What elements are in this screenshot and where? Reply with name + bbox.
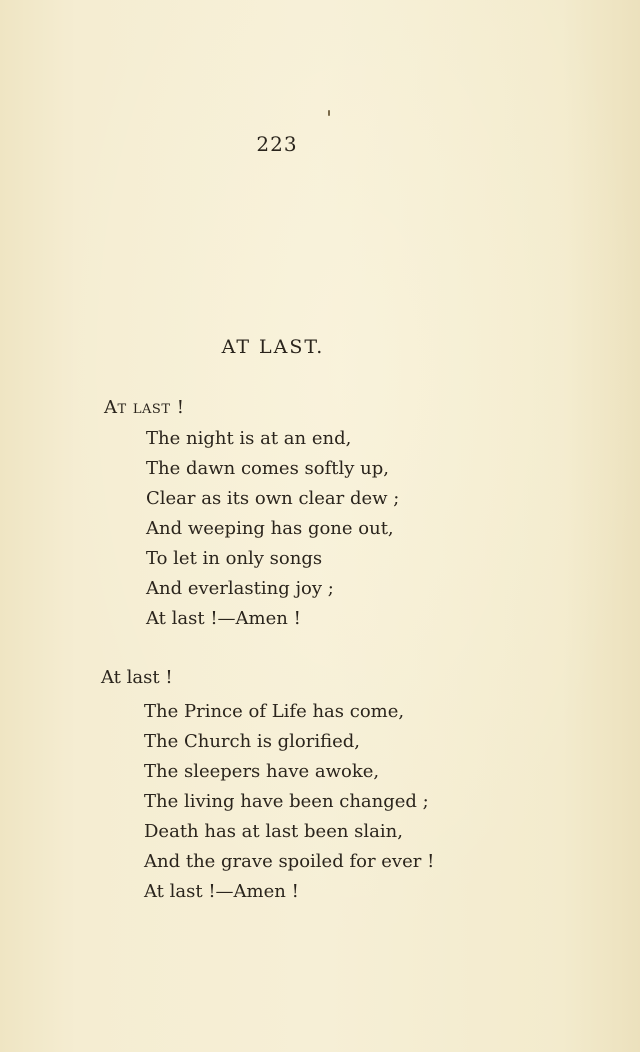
stanza-lead: At last ! xyxy=(104,397,185,418)
verse-line: And everlasting joy ; xyxy=(146,578,334,599)
verse-line: The living have been changed ; xyxy=(144,791,429,812)
stanza-lead: At last ! xyxy=(101,667,173,688)
verse-line: At last !—Amen ! xyxy=(146,608,301,629)
verse-line: The Prince of Life has come, xyxy=(144,701,405,722)
verse-line: Death has at last been slain, xyxy=(144,821,403,842)
verse-line: And the grave spoiled for ever ! xyxy=(144,851,435,872)
verse-line: Clear as its own clear dew ; xyxy=(146,488,400,509)
verse-line: The dawn comes softly up, xyxy=(146,458,389,479)
page-number: 223 xyxy=(256,132,298,156)
verse-line: The night is at an end, xyxy=(146,428,352,449)
verse-line: The Church is glorified, xyxy=(144,731,361,752)
poem-title: AT LAST. xyxy=(221,336,325,358)
verse-line: At last !—Amen ! xyxy=(144,881,299,902)
verse-line: To let in only songs xyxy=(146,548,323,569)
ink-speck xyxy=(328,110,330,116)
verse-line: And weeping has gone out, xyxy=(146,518,394,539)
verse-line: The sleepers have awoke, xyxy=(144,761,380,782)
